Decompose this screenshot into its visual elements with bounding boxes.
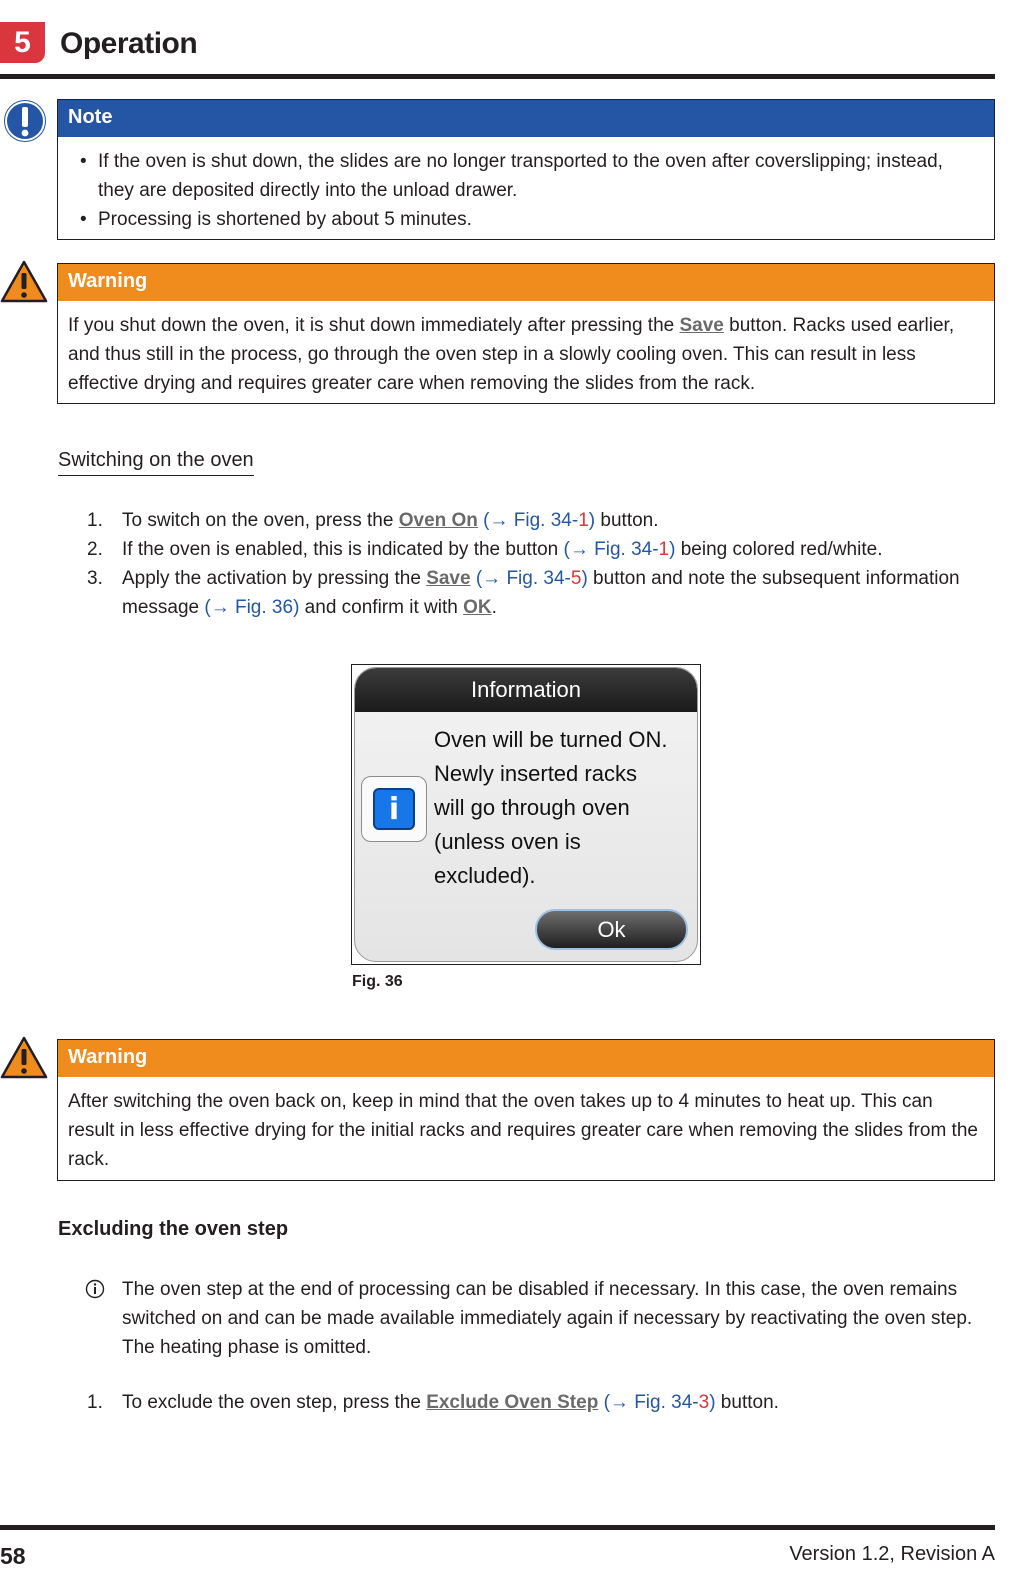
dialog-title: Information [355,668,697,712]
note-exclamation-icon [1,97,49,145]
exclude-oven-step-button-ref: Exclude Oven Step [426,1392,599,1413]
switching-on-heading: Switching on the oven [58,449,254,476]
dialog-message-line-4: (unless oven is [434,829,581,854]
excluding-info-text: The oven step at the end of processing can be disabled if necessary. In this case, the oven remains switched on and can be made available immediately again if necessary by reactivating the oven step. The heating phase is omitted. [122,1279,973,1358]
header-rule [0,74,995,79]
oven-on-button-ref: Oven On [398,510,478,531]
note-bullet-2: • Processing is shortened by about 5 minutes. [68,205,984,234]
version-label: Version 1.2, Revision A [789,1543,995,1565]
warning-box-2 [57,1039,995,1181]
note-box [57,99,995,240]
switching-step-2: 2. If the oven is enabled, this is indicated by the button (→ Fig. 34-1) being colored red/white. [87,539,883,560]
information-dialog [354,667,698,962]
warning-triangle-icon [0,258,48,306]
dialog-message-line-3: will go through oven [434,795,630,820]
excluding-step-1: 1. To exclude the oven step, press the Exclude Oven Step (→ Fig. 34-3) button. [87,1392,779,1413]
figure-36-frame [351,664,701,965]
dialog-message-line-1: Oven will be turned ON. [434,727,668,752]
note-title: Note [58,100,994,137]
dialog-message-line-5: excluded). [434,863,536,888]
switching-step-3: 3. Apply the activation by pressing the Save (→ Fig. 34-5) button and note the subsequent information message (→ Fig. 36) and confirm it with OK. [87,568,960,618]
figure-caption: Fig. 36 [352,973,403,990]
ok-button[interactable]: Ok [535,909,688,950]
save-button-ref: Save [679,315,724,336]
warning-triangle-icon-2 [0,1034,48,1082]
page-number: 58 [0,1543,26,1569]
warning-box-1 [57,263,995,404]
warning-2-text: After switching the oven back on, keep in mind that the oven takes up to 4 minutes to heat up. This can result in less effective drying for the initial racks and requires greater care when removing the slides from the rack. [68,1091,978,1170]
note-bullet-1: • If the oven is shut down, the slides are no longer transported to the oven after coverslipping; instead, they are deposited directly into the unload drawer. [68,147,984,205]
info-icon: i [373,788,415,830]
dialog-message-line-2: Newly inserted racks [434,761,637,786]
warning-1-title: Warning [58,264,994,301]
warning-1-text: If you shut down the oven, it is shut down immediately after pressing the Save button. Racks used earlier, and thus still in the process, go through the oven step in a slowly cooling oven. This can result in less effective drying and requires greater care when removing the slides from the rack. [68,315,955,394]
excluding-steps [87,1388,992,1417]
switching-step-1: 1. To switch on the oven, press the Oven On (→ Fig. 34-1) button. [87,510,659,531]
chapter-number-tab: 5 [0,22,45,63]
dialog-icon-frame [361,776,427,842]
ok-button-ref: OK [463,597,492,618]
save-button-ref-2: Save [426,568,471,589]
warning-2-title: Warning [58,1040,994,1077]
excluding-heading: Excluding the oven step [58,1218,289,1240]
footer-rule [0,1525,995,1530]
dialog-message [434,723,698,893]
chapter-title: Operation [60,27,198,60]
switching-steps [87,506,992,622]
